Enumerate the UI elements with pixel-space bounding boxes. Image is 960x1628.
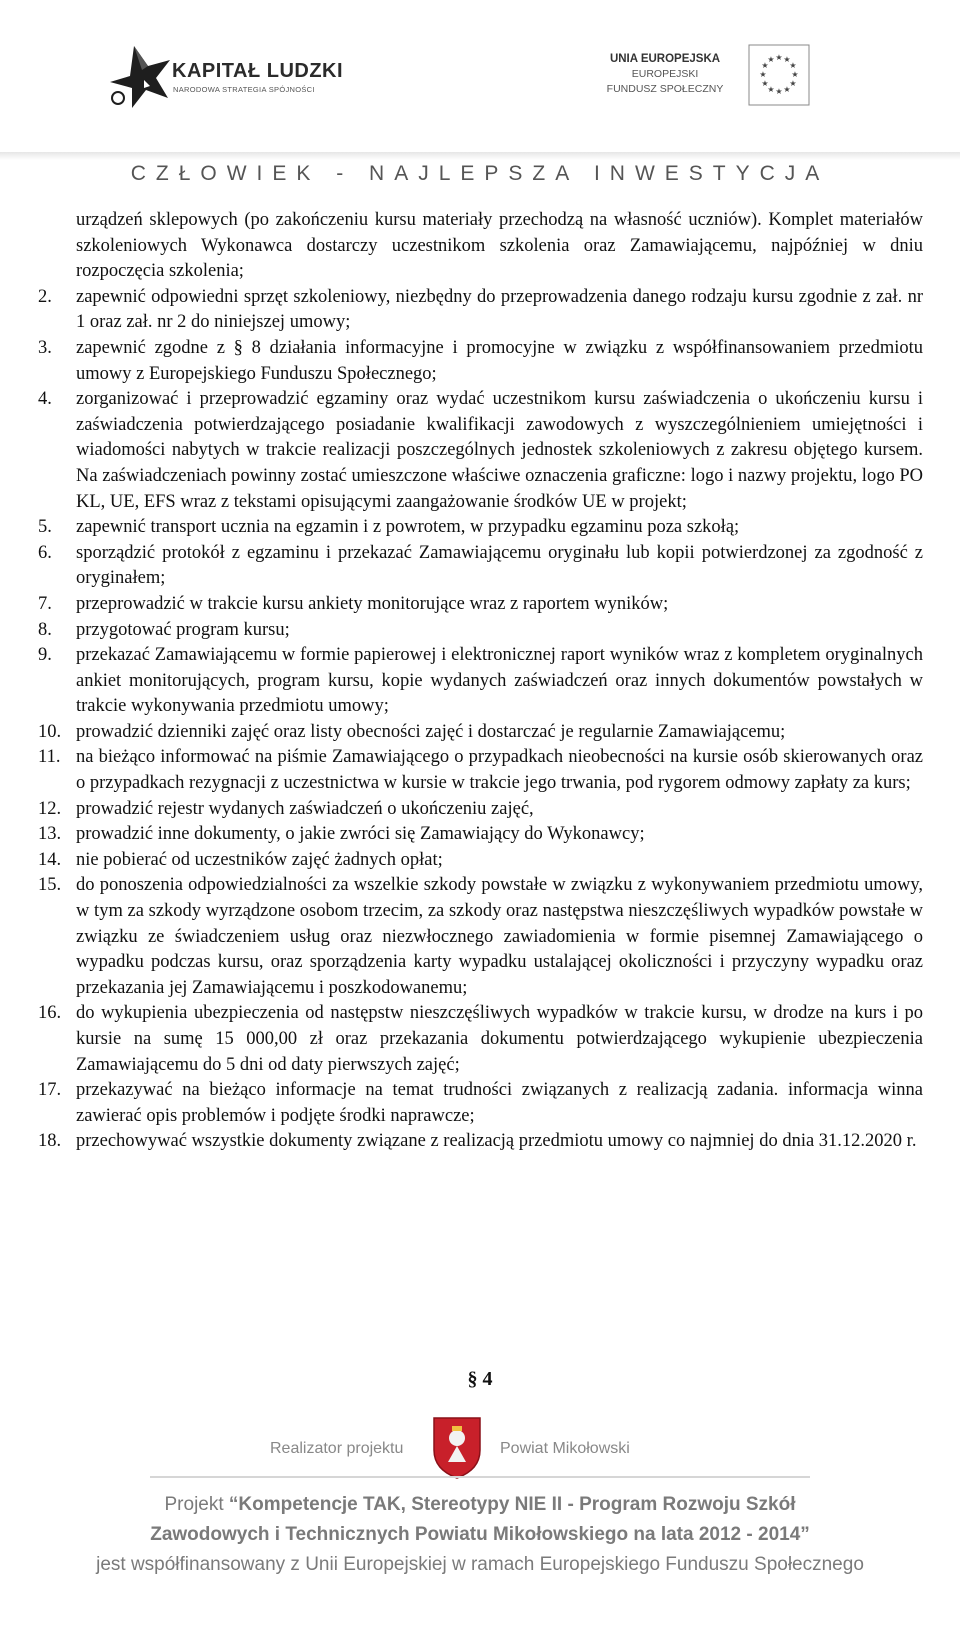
header-slogan: CZŁOWIEK - NAJLEPSZA INWESTYCJA [130, 162, 830, 185]
list-item [38, 848, 923, 874]
project-name-2: Zawodowych i Technicznych Powiatu Mikołowskiego na lata 2012 - 2014” [150, 1524, 810, 1545]
list-item-text: zapewnić odpowiedni sprzęt szkoleniowy, niezbędny do przeprowadzenia danego rodzaju kursu zgodnie z zał. nr 1 oraz zał. nr 2 do niniejszej umowy; [76, 286, 923, 333]
svg-text:★: ★ [761, 79, 769, 88]
project-info [0, 1490, 960, 1580]
list-item-number: 13. [38, 824, 62, 845]
eu-label-line2: EUROPEJSKI [631, 68, 699, 80]
list-item-text: przeprowadzić w trakcie kursu ankiety monitorujące wraz z raportem wyników; [76, 593, 669, 614]
list-item-text: zorganizować i przeprowadzić egzaminy oraz wydać uczestnikom kursu zaświadczenia o ukończeniu kursu i zaświadczenia potwierdzającego posiadanie kwalifikacji zawodowych z wyszczególnieniem umiejętności i wiadomości nabytych w trakcie realizacji poszczególnych jednostek szkoleniowych z zakresu objętego kursem. Na zaświadczeniach powinny zostać umieszczone właściwe oznaczenia graficzne: logo i nazwy projektu, logo PO KL, UE, EFS wraz z tekstami opisującymi zaangażowanie środków UE w projekt; [76, 389, 923, 512]
list-item-number: 6. [38, 542, 52, 563]
svg-text:★: ★ [775, 87, 783, 96]
svg-text:★: ★ [761, 61, 769, 70]
list-item-text: prowadzić inne dokumenty, o jakie zwróci się Zamawiający do Wykonawcy; [76, 824, 645, 845]
list-item [38, 618, 923, 644]
list-item [38, 1001, 923, 1078]
list-item [38, 643, 923, 720]
eu-label-line3: FUNDUSZ SPOŁECZNY [606, 83, 724, 95]
coat-of-arms-icon [430, 1414, 484, 1480]
svg-text:★: ★ [767, 85, 775, 94]
footer-powiat-label: Powiat Mikołowski [500, 1440, 630, 1457]
project-line-1 [0, 1490, 960, 1520]
list-item-number: 3. [38, 337, 52, 358]
list-item-number: 11. [38, 747, 61, 768]
list-item [38, 822, 923, 848]
kapital-ludzki-logo-icon [104, 36, 174, 110]
list-item-text: prowadzić rejestr wydanych zaświadczeń o ukończeniu zajęć, [76, 798, 534, 819]
list-item-number: 8. [38, 619, 52, 640]
list-item [38, 873, 923, 1001]
page-footer [0, 1410, 960, 1628]
list-item [38, 592, 923, 618]
list-item [38, 515, 923, 541]
list-item-number: 18. [38, 1131, 62, 1152]
list-item-text: przechowywać wszystkie dokumenty związane z realizacją przedmiotu umowy co najmniej do dnia 31.12.2020 r. [76, 1131, 917, 1152]
list-item [38, 720, 923, 746]
svg-text:★: ★ [783, 55, 791, 64]
list-item-number: 12. [38, 798, 62, 819]
list-item-number: 2. [38, 286, 52, 307]
list-item-number: 17. [38, 1080, 62, 1101]
list-item [38, 541, 923, 592]
list-item [38, 1078, 923, 1129]
eu-flag-icon [748, 44, 810, 106]
list-item [38, 387, 923, 515]
document-body [38, 208, 923, 1155]
svg-text:★: ★ [789, 79, 797, 88]
list-item-text: do ponoszenia odpowiedzialności za wszelkie szkody powstałe w związku z wykonywaniem przedmiotu umowy, w tym za szkody wyrządzone osobom trzecim, za szkody oraz następstwa nieszczęśliwych wypadków powstałe w związku ze świadczeniem usług oraz niezwłocznego zawiadomienia w formie pisemnej Zamawiającego o wypadku podczas kursu, oraz sporządzenia karty wypadku ustalającej okoliczności i przyczyny wypadku oraz przekazania jej Zamawiającemu i poszkodowanemu; [76, 875, 923, 998]
list-item-number: 4. [38, 389, 52, 410]
list-item-text: na bieżąco informować na piśmie Zamawiającego o przypadkach nieobecności na kursie osób skierowanych oraz o przypadkach rezygnacji z uczestnictwa w kursie w trakcie jego trwania, pod rygorem odmowy zapłaty za kurs; [76, 747, 923, 794]
list-item-number: 16. [38, 1003, 62, 1024]
list-item [38, 797, 923, 823]
eu-label-line1: UNIA EUROPEJSKA [609, 53, 721, 65]
svg-text:★: ★ [775, 53, 783, 62]
svg-text:★: ★ [791, 70, 799, 79]
footer-divider [150, 1476, 810, 1478]
svg-text:★: ★ [789, 61, 797, 70]
list-item-number: 7. [38, 593, 52, 614]
page-header [0, 0, 960, 205]
list-item-text: sporządzić protokół z egzaminu i przekazać Zamawiającemu oryginału lub kopii potwierdzonej za zgodność z oryginałem; [76, 542, 923, 589]
list-item-text: zapewnić transport ucznia na egzamin i z powrotem, w przypadku egzaminu poza szkołą; [76, 517, 740, 538]
list-item [38, 745, 923, 796]
paragraph-heading: § 4 [467, 1368, 493, 1390]
list-item-number: 14. [38, 849, 62, 870]
svg-text:★: ★ [759, 70, 767, 79]
list-item-text: przekazywać na bieżąco informacje na temat trudności związanych z realizacją zadania. informacja winna zawierać opis problemów i podjęte środki naprawcze; [76, 1080, 923, 1126]
intro-paragraph: urządzeń sklepowych (po zakończeniu kursu materiały przechodzą na własność uczniów). Komplet materiałów szkoleniowych Wykonawca dostarczy uczestnikom szkolenia oraz Zamawiającemu, najpóźniej w dniu rozpoczęcia szkolenia; [76, 210, 923, 282]
obligations-list [38, 285, 923, 1155]
eu-fund-label [590, 52, 740, 97]
footer-realizator-label: Realizator projektu [270, 1440, 404, 1457]
svg-text:★: ★ [783, 85, 791, 94]
list-item-number: 10. [38, 721, 62, 742]
project-prefix: Projekt [164, 1494, 229, 1515]
project-line-3: jest współfinansowany z Unii Europejskiej w ramach Europejskiego Funduszu Społecznego [96, 1554, 864, 1575]
list-item-text: przekazać Zamawiającemu w formie papierowej i elektronicznej raport wyników wraz z kompletem oryginalnych ankiet monitorujących, program kursu, kopie wydanych zaświadczeń oraz innych dokumentów powstałych w trakcie wykonywania przedmiotu umowy; [76, 645, 923, 717]
list-item-text: przygotować program kursu; [76, 619, 290, 640]
list-item-number: 15. [38, 875, 62, 896]
list-item-number: 9. [38, 645, 52, 666]
list-item-text: zapewnić zgodne z § 8 działania informacyjne i promocyjne w związku z współfinansowaniem przedmiotu umowy z Europejskiego Funduszu Społecznego; [76, 337, 923, 384]
kapital-ludzki-subtitle: NARODOWA STRATEGIA SPÓJNOŚCI [173, 85, 315, 94]
list-item [38, 1129, 923, 1155]
header-divider [0, 152, 960, 160]
project-name-1: “Kompetencje TAK, Stereotypy NIE II - Program Rozwoju Szkół [228, 1494, 796, 1515]
list-item [38, 285, 923, 336]
svg-text:★: ★ [767, 55, 775, 64]
list-item-text: do wykupienia ubezpieczenia od następstw nieszczęśliwych wypadków w trakcie kursu, w drodze na kurs i po kursie na sumę 15 000,00 zł oraz przekazania dokumentu potwierdzającego wykupienie ubezpieczenia Zamawiającemu do 5 dni od daty pierwszych zajęć; [76, 1003, 923, 1075]
list-item-text: nie pobierać od uczestników zajęć żadnych opłat; [76, 849, 443, 870]
list-item-text: prowadzić dzienniki zajęć oraz listy obecności zajęć i dostarczać je regularnie Zamawiającemu; [76, 721, 786, 742]
list-item [38, 336, 923, 387]
list-item-number: 5. [38, 517, 52, 538]
kapital-ludzki-title: KAPITAŁ LUDZKI [172, 60, 344, 82]
